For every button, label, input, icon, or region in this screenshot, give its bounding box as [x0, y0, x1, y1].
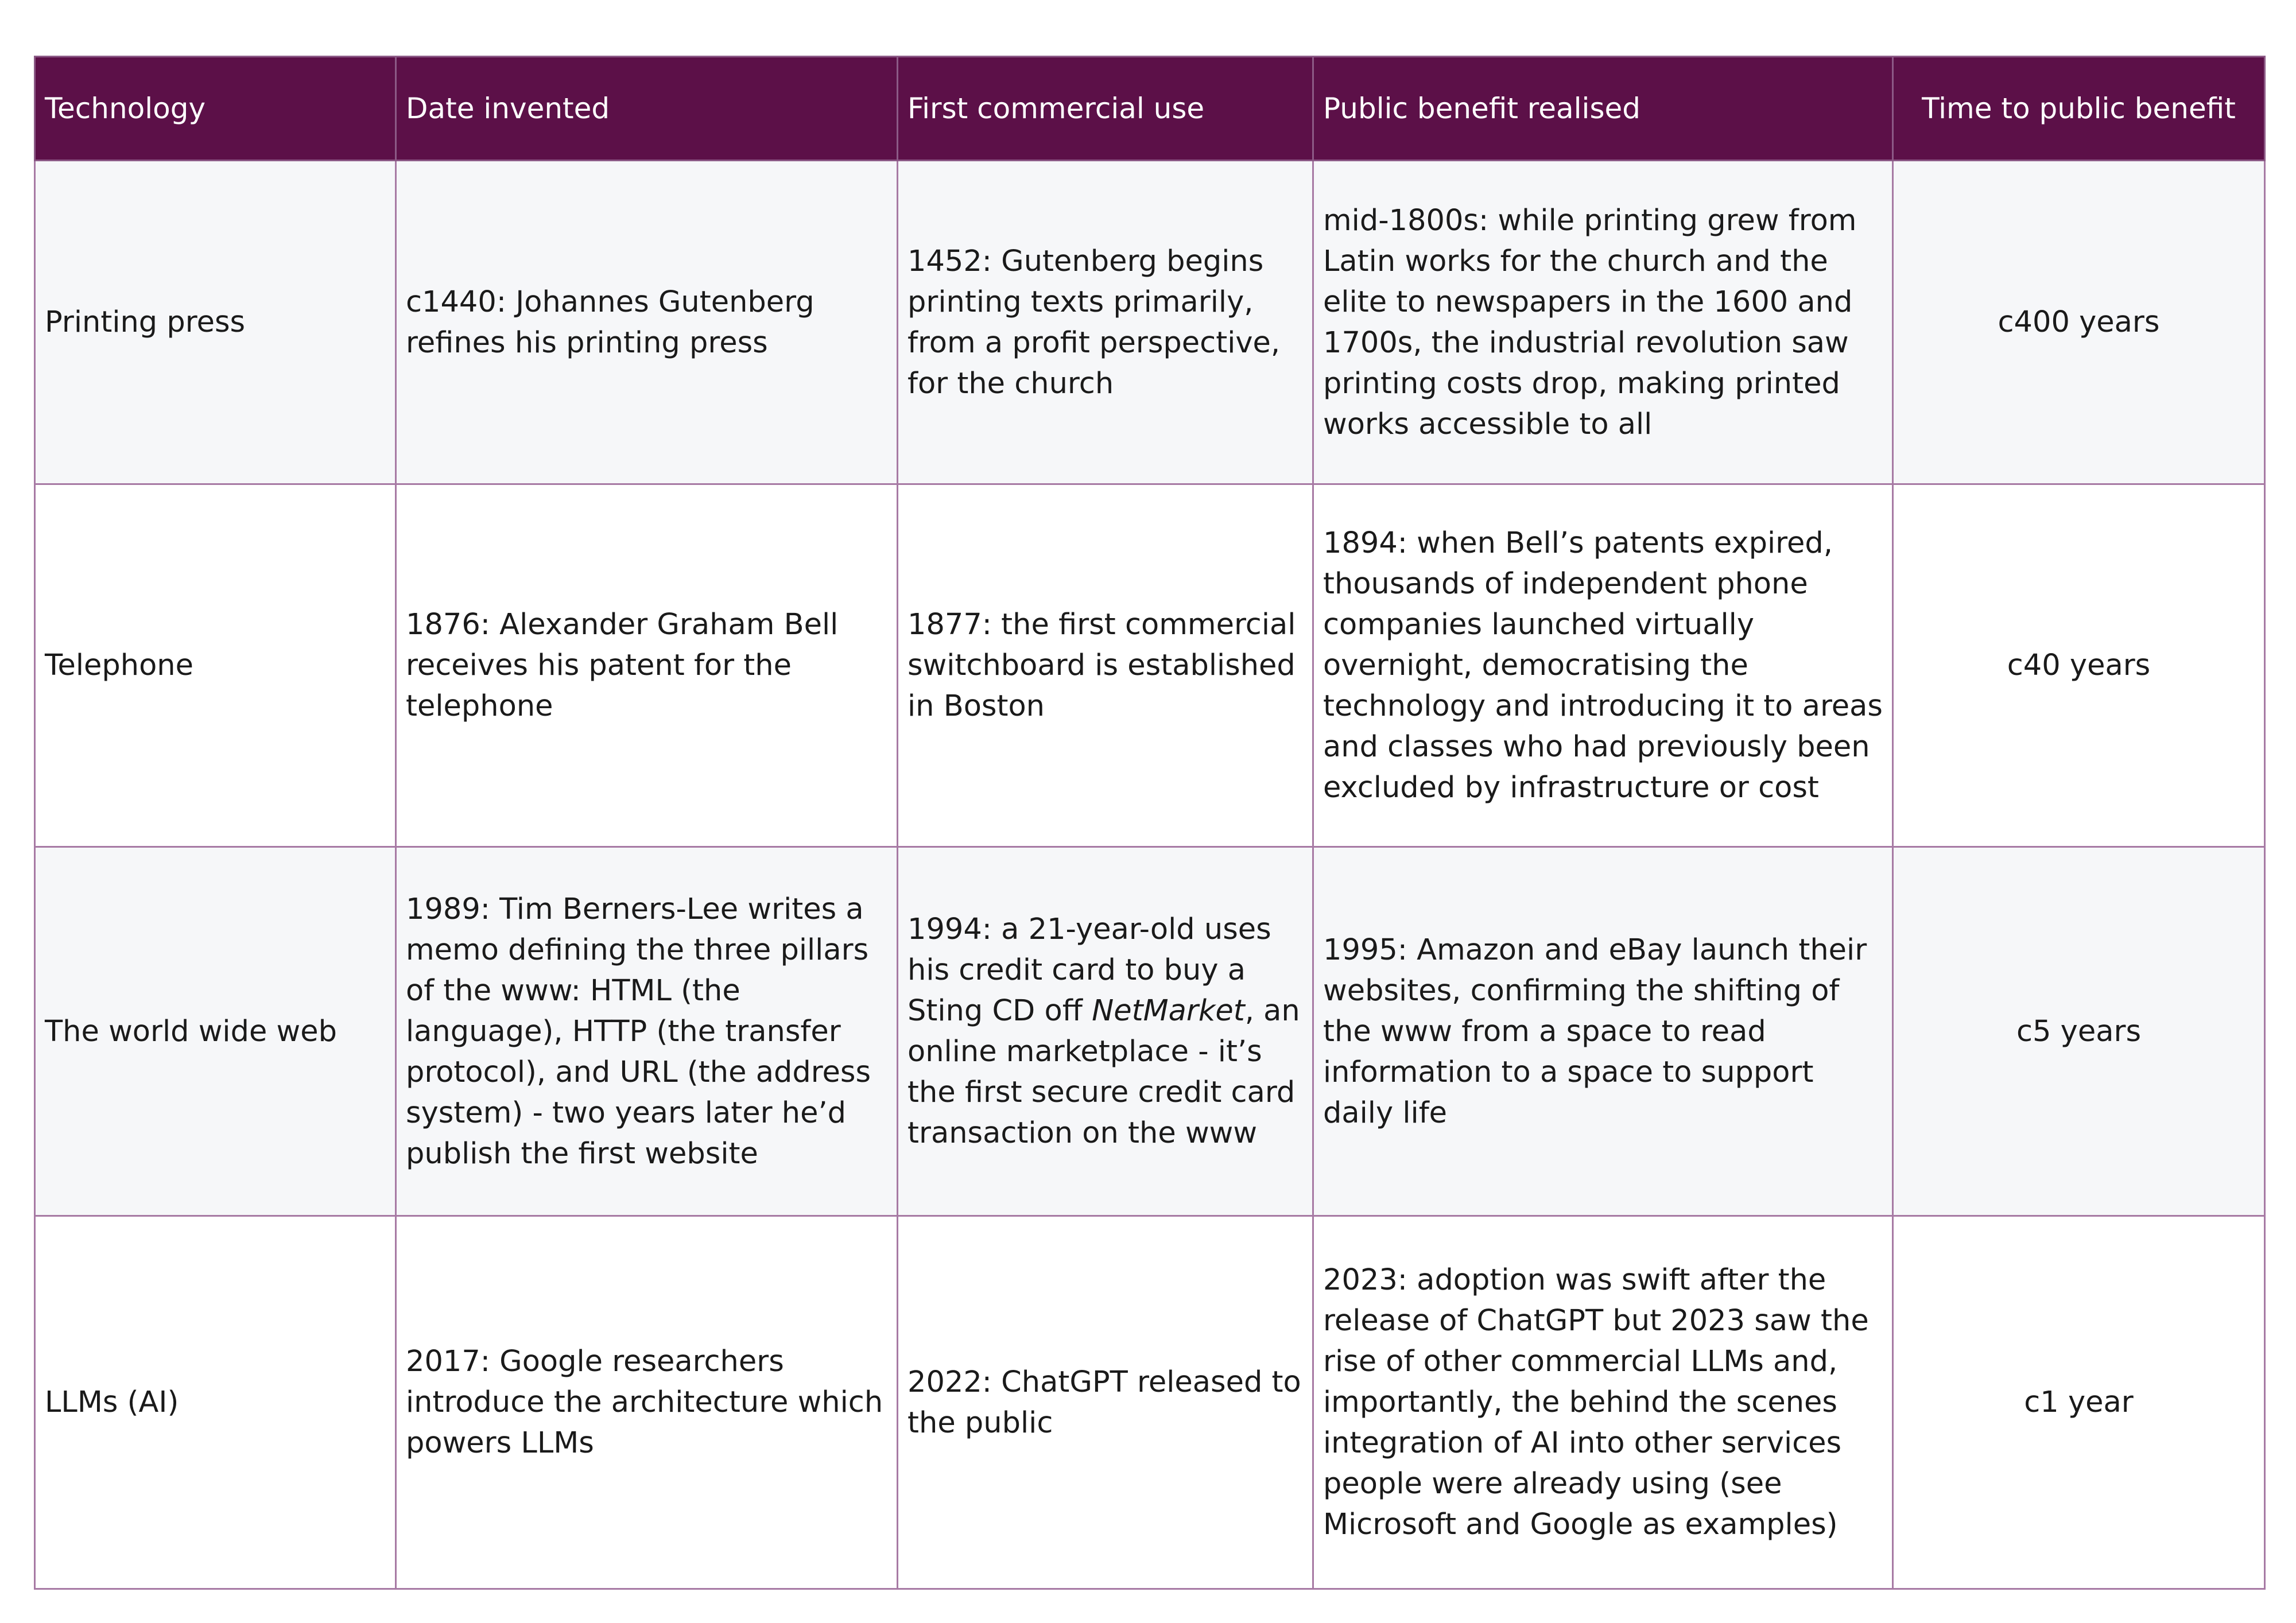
cell-first-commercial-use: 1877: the first commercial switchboard is established in Boston — [898, 484, 1313, 847]
header-public-benefit: Public benefit realised — [1313, 57, 1893, 161]
first-commercial-use-text-pre: 1994: a 21-year-old uses his credit card to buy a Sting CD off — [907, 913, 1271, 1028]
cell-first-commercial-use: 2022: ChatGPT released to the public — [898, 1216, 1313, 1589]
cell-date-invented: 1876: Alexander Graham Bell receives his patent for the telephone — [396, 484, 898, 847]
cell-public-benefit: 2023: adoption was swift after the release of ChatGPT but 2023 saw the rise of other commercial LLMs and, importantly, the behind the scenes integration of AI into other services people were already using (see Microsoft and Google as examples) — [1313, 1216, 1893, 1589]
cell-date-invented: 2017: Google researchers introduce the architecture which powers LLMs — [396, 1216, 898, 1589]
cell-technology: Telephone — [35, 484, 396, 847]
table-body — [35, 161, 2265, 1589]
cell-public-benefit: mid-1800s: while printing grew from Latin works for the church and the elite to newspapers in the 1600 and 1700s, the industrial revolution saw printing costs drop, making printed works accessible to all — [1313, 161, 1893, 484]
cell-date-invented: c1440: Johannes Gutenberg refines his printing press — [396, 161, 898, 484]
cell-first-commercial-use: 1452: Gutenberg begins printing texts primarily, from a profit perspective, for the church — [898, 161, 1313, 484]
cell-time-to-benefit: c5 years — [1893, 847, 2265, 1216]
cell-first-commercial-use — [898, 847, 1313, 1216]
technology-comparison-table — [34, 56, 2266, 1590]
cell-time-to-benefit: c400 years — [1893, 161, 2265, 484]
header-technology: Technology — [35, 57, 396, 161]
cell-technology: The world wide web — [35, 847, 396, 1216]
cell-public-benefit: 1894: when Bell’s patents expired, thousands of independent phone companies launched virtually overnight, democratising the technology and introducing it to areas and classes who had previously been excluded by infrastructure or cost — [1313, 484, 1893, 847]
netmarket-emphasis: NetMarket — [1092, 994, 1245, 1028]
table-row — [35, 1216, 2265, 1589]
table-row — [35, 161, 2265, 484]
cell-time-to-benefit: c1 year — [1893, 1216, 2265, 1589]
header-date-invented: Date invented — [396, 57, 898, 161]
header-first-commercial-use: First commercial use — [898, 57, 1313, 161]
table-row — [35, 484, 2265, 847]
table-header — [35, 57, 2265, 161]
cell-public-benefit: 1995: Amazon and eBay launch their websites, confirming the shifting of the www from a space to read information to a space to support daily life — [1313, 847, 1893, 1216]
table-row — [35, 847, 2265, 1216]
technology-comparison-table-wrapper — [34, 56, 2264, 1590]
cell-date-invented: 1989: Tim Berners-Lee writes a memo defining the three pillars of the www: HTML (the language), HTTP (the transfer protocol), and URL (the address system) - two years later he’d publish the first website — [396, 847, 898, 1216]
header-time-to-benefit: Time to public benefit — [1893, 57, 2265, 161]
first-commercial-use-text-post: , an online marketplace - it’s the first secure credit card transaction on the www — [907, 994, 1300, 1150]
header-row — [35, 57, 2265, 161]
cell-time-to-benefit: c40 years — [1893, 484, 2265, 847]
cell-technology: Printing press — [35, 161, 396, 484]
cell-technology: LLMs (AI) — [35, 1216, 396, 1589]
